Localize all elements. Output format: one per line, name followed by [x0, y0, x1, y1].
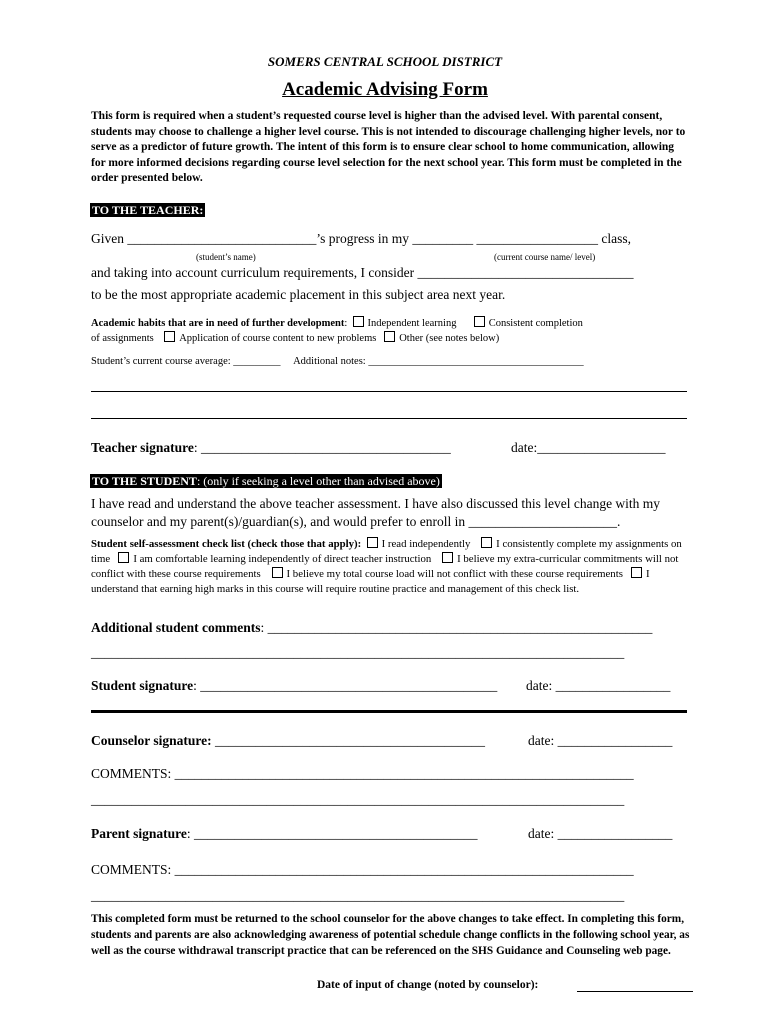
habit-application-content: Application of course content to new problems: [179, 333, 377, 344]
date-of-input-row: [317, 979, 538, 991]
extracurricular-checkbox[interactable]: [442, 552, 453, 563]
check-high-marks: I understand that earning high marks in this course will require routine practice and management of this check list.: [91, 568, 650, 595]
habit-independent-learning: Independent learning: [367, 318, 457, 329]
parent-signature-row: [91, 826, 478, 842]
counselor-signature-row: [91, 733, 485, 749]
habit-of-assignments: of assignments: [91, 333, 154, 344]
parent-date-field[interactable]: date: _________________: [528, 826, 673, 841]
teacher-header-label: TO THE TEACHER:: [92, 203, 204, 217]
student-signature-label: Student signature: [91, 678, 194, 693]
counselor-signature-label: Counselor signature:: [91, 733, 212, 748]
notes-line-2[interactable]: [91, 418, 687, 419]
intro-paragraph: This form is required when a student’s requested course level is higher than the advised level. With parental consent, students may choose to challenge a higher level course. This is not intended to discourage challenging higher levels, nor to serve as a predictor of future growth. The intent of this form is to ensure clear school to home communication, allowing for more informed decisions regarding course level selection for the next school year. This form must be completed in the order presented below.: [91, 110, 686, 185]
additional-notes-field[interactable]: Additional notes: _________________________________________: [293, 356, 584, 367]
parent-comments-field[interactable]: COMMENTS: ____________________________________________________________________: [91, 862, 634, 877]
habits-colon: :: [344, 318, 350, 329]
parent-comments-line-2[interactable]: _______________________________________________________________________________: [91, 888, 625, 903]
checklist-label: Student self-assessment check list (check those that apply):: [91, 538, 362, 550]
average-notes-row: [91, 356, 584, 367]
student-header-bar: [90, 474, 442, 488]
counselor-comments-field[interactable]: COMMENTS: ____________________________________________________________________: [91, 766, 634, 781]
student-comments-line-2[interactable]: _______________________________________________________________________________: [91, 645, 625, 660]
counselor-comments-line-2[interactable]: _______________________________________________________________________________: [91, 792, 625, 807]
student-section-header: [90, 472, 442, 490]
check-comfortable-learning: I am comfortable learning independently of direct teacher instruction: [133, 553, 432, 565]
student-date-field[interactable]: date: _________________: [526, 678, 671, 693]
comfortable-learning-checkbox[interactable]: [118, 552, 129, 563]
section-divider: [91, 710, 687, 713]
application-content-checkbox[interactable]: [164, 331, 175, 342]
course-name-caption: (current course name/ level): [494, 252, 596, 262]
teacher-date-field[interactable]: date:___________________: [511, 440, 666, 455]
given-progress-line[interactable]: Given ____________________________’s progress in my _________ __________________ class,: [91, 231, 631, 246]
student-comments-label: Additional student comments: [91, 620, 261, 635]
other-habit-checkbox[interactable]: [384, 331, 395, 342]
parent-signature-field[interactable]: : __________________________________________: [186, 826, 478, 841]
student-comments-row: [91, 620, 652, 636]
placement-statement: to be the most appropriate academic placement in this subject area next year.: [91, 287, 506, 302]
habit-other: Other (see notes below): [399, 333, 500, 344]
consistently-complete-checkbox[interactable]: [481, 537, 492, 548]
date-of-input-label: Date of input of change (noted by counselor):: [317, 979, 539, 991]
check-consistently-complete: I consistently complete my assignments on time: [91, 538, 682, 565]
consider-placement-line[interactable]: and taking into account curriculum requirements, I consider ________________________________: [91, 265, 634, 280]
student-name-caption: (student’s name): [196, 252, 256, 262]
habits-label: Academic habits that are in need of further development: [91, 318, 345, 329]
habits-row-2: [91, 331, 499, 344]
student-statement[interactable]: I have read and understand the above teacher assessment. I have also discussed this level change with my counselor and my parent(s)/guardian(s), and would prefer to enroll in ______________________.: [91, 496, 661, 529]
course-load-checkbox[interactable]: [272, 567, 283, 578]
check-extracurricular: I believe my extra-curricular commitments will not conflict with these course requirements: [91, 553, 679, 580]
student-signature-field[interactable]: : ____________________________________________: [193, 678, 498, 693]
notes-line-1[interactable]: [91, 391, 687, 392]
student-header-label: TO THE STUDENT: [92, 474, 197, 488]
counselor-signature-field[interactable]: ________________________________________: [211, 733, 486, 748]
independent-learning-checkbox[interactable]: [353, 316, 364, 327]
teacher-signature-field[interactable]: : _____________________________________: [193, 440, 451, 455]
high-marks-checkbox[interactable]: [631, 567, 642, 578]
check-course-load: I believe my total course load will not conflict with these course requirements: [286, 568, 623, 580]
check-read-independently: I read independently: [381, 538, 471, 550]
consistent-completion-checkbox[interactable]: [474, 316, 485, 327]
self-assessment-checklist: [91, 537, 691, 597]
parent-signature-label: Parent signature: [91, 826, 187, 841]
footer-notice: This completed form must be returned to the school counselor for the above changes to take effect. In completing this form, students and parents are also acknowledging awareness of potential schedule change conflicts in the following school year, as well as the course withdrawal transcript practice that can be referenced on the SHS Guidance and Counseling web page.: [91, 913, 690, 957]
district-name: SOMERS CENTRAL SCHOOL DISTRICT: [267, 54, 503, 69]
habits-row-1: [91, 316, 583, 329]
teacher-signature-row: [91, 440, 451, 456]
date-of-input-field[interactable]: [577, 991, 693, 992]
student-header-note: : (only if seeking a level other than advised above): [196, 474, 440, 488]
teacher-signature-label: Teacher signature: [91, 440, 194, 455]
course-average-field[interactable]: Student’s current course average: _________: [91, 356, 281, 367]
habit-consistent-completion: Consistent completion: [488, 318, 583, 329]
counselor-date-field[interactable]: date: _________________: [528, 733, 673, 748]
read-independently-checkbox[interactable]: [367, 537, 378, 548]
student-comments-field[interactable]: : _________________________________________________________: [260, 620, 653, 635]
teacher-section-header: [90, 201, 205, 219]
form-title: Academic Advising Form: [282, 79, 488, 100]
student-signature-row: [91, 678, 497, 694]
